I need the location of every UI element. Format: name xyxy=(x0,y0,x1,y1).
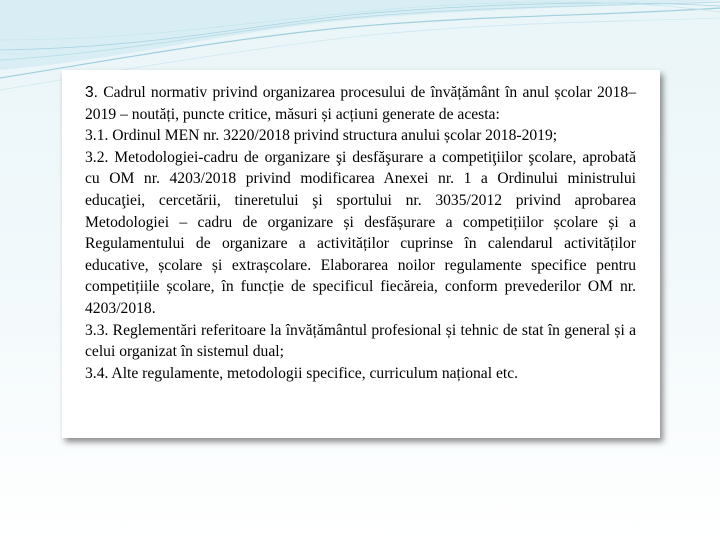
paragraph-item-3-1 xyxy=(85,125,636,147)
item-number: 3.3. xyxy=(85,321,109,339)
item-text: Metodologiei-cadru de organizare şi desfăşurare a competiţiilor şcolare, aprobată cu OM nr. 4203/2018 privind modificarea Anexei nr. 1 a Ordinului ministrului educaţiei, cercetării, tineretului şi sportului nr. 3035/2012 privind aprobarea Metodologiei – cadru de organizare și desfășurare a competițiilor școlare și a Regulamentului de organizare a activităților cuprinse în calendarul activităților educative, școlare și extrașcolare. Elaborarea noilor regulamente specifice pentru competițiile școlare, în funcție de specificul fiecăreia, conform prevederilor OM nr. 4203/2018. xyxy=(85,148,636,317)
item-text: Alte regulamente, metodologii specifice, curriculum național etc. xyxy=(108,364,519,382)
content-text-block xyxy=(85,82,636,384)
paragraph-item-3-2 xyxy=(85,147,636,320)
item-text: Reglementări referitoare la învățământul profesional și tehnic de stat în general și a celui organizat în sistemul dual; xyxy=(85,321,636,361)
item-number: 3.2. xyxy=(85,148,109,166)
item-text: Ordinul MEN nr. 3220/2018 privind structura anului școlar 2018-2019; xyxy=(108,127,558,145)
paragraph-item-3-4 xyxy=(85,363,636,385)
item-number: 3.1. xyxy=(85,127,109,145)
paragraph-item-3-3 xyxy=(85,320,636,363)
item-number: 3.4. xyxy=(85,364,109,382)
paragraph-section-3 xyxy=(85,82,636,125)
section-text: Cadrul normativ privind organizarea procesului de învățământ în anul școlar 2018– 2019 – noutăți, puncte critice, măsuri și acțiuni generate de acesta: xyxy=(85,84,636,123)
section-number: 3. xyxy=(85,84,99,101)
